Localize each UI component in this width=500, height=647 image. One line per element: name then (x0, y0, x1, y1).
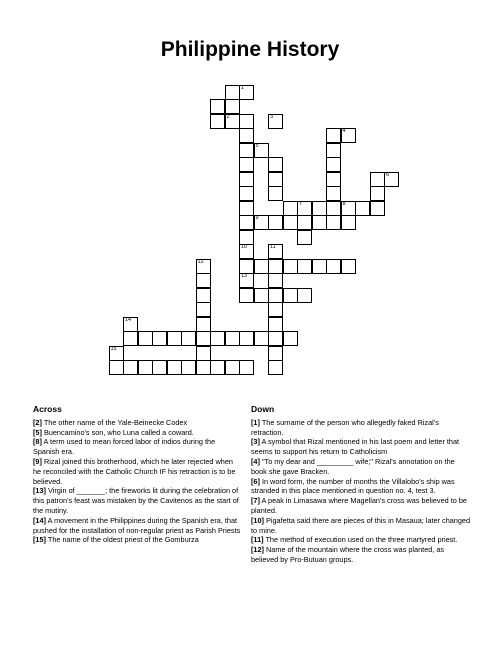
grid-cell[interactable] (210, 360, 225, 375)
grid-cell[interactable] (326, 157, 341, 172)
grid-cell[interactable] (167, 360, 182, 375)
grid-cell[interactable] (297, 201, 312, 216)
clue-label: [5] (33, 427, 42, 437)
grid-cell[interactable] (181, 360, 196, 375)
across-clue (33, 428, 243, 438)
grid-cell[interactable] (355, 201, 370, 216)
grid-cell[interactable] (239, 331, 254, 346)
grid-cell[interactable] (370, 186, 385, 201)
clue-label: [10] (251, 515, 264, 525)
grid-cell[interactable] (210, 331, 225, 346)
grid-cell[interactable] (341, 215, 356, 230)
down-clue (251, 437, 471, 457)
across-clue (33, 437, 243, 457)
across-clue (33, 486, 243, 515)
across-clue (33, 535, 243, 545)
grid-cell[interactable] (123, 360, 138, 375)
grid-cell[interactable] (326, 143, 341, 158)
clue-number: 10 (241, 244, 248, 250)
grid-cell[interactable] (225, 85, 240, 100)
grid-cell[interactable] (283, 215, 298, 230)
grid-cell[interactable] (326, 128, 341, 143)
down-clue (251, 418, 471, 438)
clue-label: [3] (251, 437, 260, 447)
grid-cell[interactable] (312, 215, 327, 230)
clue-label: [9] (33, 456, 42, 466)
clue-number: 13 (241, 273, 248, 279)
grid-cell[interactable] (196, 302, 211, 317)
clue-label: [4] (251, 456, 260, 466)
clue-label: [1] (251, 417, 260, 427)
grid-cell[interactable] (196, 331, 211, 346)
grid-cell[interactable] (297, 215, 312, 230)
grid-cell[interactable] (239, 114, 254, 129)
grid-cell[interactable] (239, 85, 254, 100)
grid-cell[interactable] (225, 114, 240, 129)
clue-number: 5 (255, 142, 259, 149)
clue-text: Buencamino's son, who Luna called a coward. (41, 427, 194, 437)
down-clues (251, 405, 471, 565)
grid-cell[interactable] (326, 201, 341, 216)
clue-text: Virgin of _______; the fireworks lit during the celebration of this patron's feast was mistaken by the Cavitenos as the start of the mutiny. (33, 486, 239, 515)
grid-cell[interactable] (312, 201, 327, 216)
grid-cell[interactable] (341, 259, 356, 274)
clue-text: A peak in Limasawa where Magellan's cross was believed to be planted. (251, 496, 467, 515)
clue-number: 8 (342, 200, 346, 207)
grid-cell[interactable] (196, 346, 211, 361)
grid-cell[interactable] (268, 288, 283, 303)
grid-cell[interactable] (196, 317, 211, 332)
grid-cell[interactable] (254, 259, 269, 274)
grid-cell[interactable] (297, 288, 312, 303)
grid-cell[interactable] (152, 360, 167, 375)
grid-cell[interactable] (384, 172, 399, 187)
grid-cell[interactable] (138, 331, 153, 346)
down-clue (251, 477, 471, 497)
down-clue (251, 496, 471, 516)
grid-cell[interactable] (210, 99, 225, 114)
clue-text: In word form, the number of months the Villalobo's ship was stranded in this place mentioned in question no. 4, test 3. (251, 476, 455, 496)
grid-cell[interactable] (239, 157, 254, 172)
grid-cell[interactable] (239, 259, 254, 274)
grid-cell[interactable] (254, 288, 269, 303)
page-title: Philippine History (160, 38, 340, 61)
grid-cell[interactable] (268, 302, 283, 317)
clue-number: 6 (386, 171, 390, 178)
grid-cell[interactable] (196, 273, 211, 288)
grid-cell[interactable] (312, 259, 327, 274)
clue-text: A term used to mean forced labor of indios during the Spanish era. (33, 437, 216, 457)
clue-number: 9 (255, 215, 259, 221)
grid-cell[interactable] (283, 201, 298, 216)
clue-number: 3 (270, 113, 274, 120)
grid-cell[interactable] (283, 259, 298, 274)
down-clue (251, 535, 471, 545)
grid-cell[interactable] (254, 143, 269, 158)
grid-cell[interactable] (254, 331, 269, 346)
grid-cell[interactable] (239, 128, 254, 143)
grid-cell[interactable] (239, 143, 254, 158)
clue-text: The surname of the person who allegedly faked Rizal's retraction. (251, 417, 439, 437)
grid-cell[interactable] (225, 99, 240, 114)
clue-number: 15 (110, 345, 117, 352)
grid-cell[interactable] (167, 331, 182, 346)
across-clue (33, 418, 243, 428)
clue-label: [11] (251, 535, 264, 545)
clue-label: [14] (33, 515, 46, 525)
grid-cell[interactable] (239, 273, 254, 288)
clue-label: [13] (33, 486, 46, 496)
grid-cell[interactable] (268, 244, 283, 259)
down-clue (251, 516, 471, 536)
clue-number: 12 (197, 258, 204, 265)
grid-cell[interactable] (239, 201, 254, 216)
grid-cell[interactable] (268, 259, 283, 274)
clue-label: [12] (251, 545, 264, 555)
grid-cell[interactable] (123, 331, 138, 346)
clue-number: 11 (270, 244, 276, 250)
grid-cell[interactable] (225, 360, 240, 375)
grid-cell[interactable] (109, 360, 124, 375)
clue-text: Pigafetta said there are pieces of this in Masaua; later changed to mine. (251, 515, 471, 535)
grid-cell[interactable] (341, 201, 356, 216)
grid-cell[interactable] (326, 259, 341, 274)
clue-label: [8] (33, 437, 42, 447)
grid-cell[interactable] (239, 244, 254, 259)
grid-cell[interactable] (326, 186, 341, 201)
grid-cell[interactable] (239, 360, 254, 375)
clue-label: [6] (251, 476, 260, 486)
grid-cell[interactable] (152, 331, 167, 346)
grid-cell[interactable] (268, 273, 283, 288)
grid-cell[interactable] (239, 186, 254, 201)
grid-cell[interactable] (297, 230, 312, 245)
grid-cell[interactable] (225, 331, 240, 346)
grid-cell[interactable] (283, 331, 298, 346)
clue-text: A movement in the Philippines during the Spanish era, that pushed for the installation of non-regular priest as Parish Priests (33, 515, 241, 535)
grid-cell[interactable] (268, 186, 283, 201)
clue-text: "To my dear and _________ wife;" Rizal's annotation on the book she gave Bracken. (251, 456, 455, 476)
grid-cell[interactable] (239, 230, 254, 245)
grid-cell[interactable] (196, 288, 211, 303)
grid-cell[interactable] (268, 346, 283, 361)
clue-label: [15] (33, 535, 46, 545)
grid-cell[interactable] (370, 172, 385, 187)
grid-cell[interactable] (123, 317, 138, 332)
clue-number: 4 (342, 128, 346, 134)
grid-cell[interactable] (181, 331, 196, 346)
grid-cell[interactable] (268, 114, 283, 129)
clue-text: The name of the oldest priest of the Gomburza (45, 535, 199, 545)
grid-cell[interactable] (283, 288, 298, 303)
across-clue (33, 457, 243, 486)
grid-cell[interactable] (239, 215, 254, 230)
clue-number: 1 (241, 84, 245, 91)
grid-cell[interactable] (268, 172, 283, 187)
clue-text: A symbol that Rizal mentioned in his last poem and letter that seems to support his return to Catholicism (251, 437, 460, 457)
grid-cell[interactable] (341, 128, 356, 143)
clue-text: The other name of the Yale-Beinecke Codex (41, 417, 188, 427)
grid-cell[interactable] (297, 259, 312, 274)
clue-text: Rizal joined this brotherhood, which he later rejected when he reconciled with the Catholic Church IF his retraction is to be believed. (33, 456, 236, 486)
grid-cell[interactable] (196, 360, 211, 375)
grid-cell[interactable] (239, 172, 254, 187)
grid-cell[interactable] (196, 259, 211, 274)
clue-text: Name of the mountain where the cross was planted, as believed by Pro-Butuan groups. (251, 545, 445, 564)
across-clue (33, 516, 243, 536)
clue-label: [7] (251, 496, 260, 506)
grid-cell[interactable] (268, 331, 283, 346)
across-clues (33, 405, 243, 545)
grid-cell[interactable] (239, 288, 254, 303)
across-list (33, 418, 243, 545)
across-heading: Across (33, 404, 62, 414)
clue-label: [2] (33, 417, 42, 427)
clue-number: 2 (226, 113, 230, 120)
clue-number: 14 (125, 316, 132, 323)
grid-cell[interactable] (370, 201, 385, 216)
grid-cell[interactable] (210, 114, 225, 129)
grid-cell[interactable] (326, 215, 341, 230)
grid-cell[interactable] (268, 215, 283, 230)
clue-number: 7 (299, 200, 303, 207)
grid-cell[interactable] (326, 172, 341, 187)
down-list (251, 418, 471, 565)
grid-cell[interactable] (268, 157, 283, 172)
clue-text: The method of execution used on the three martyred priest. (263, 535, 458, 545)
down-heading: Down (251, 404, 275, 414)
grid-cell[interactable] (268, 317, 283, 332)
grid-cell[interactable] (109, 346, 124, 361)
down-clue (251, 457, 471, 477)
grid-cell[interactable] (268, 360, 283, 375)
down-clue (251, 545, 471, 565)
grid-cell[interactable] (138, 360, 153, 375)
grid-cell[interactable] (254, 215, 269, 230)
